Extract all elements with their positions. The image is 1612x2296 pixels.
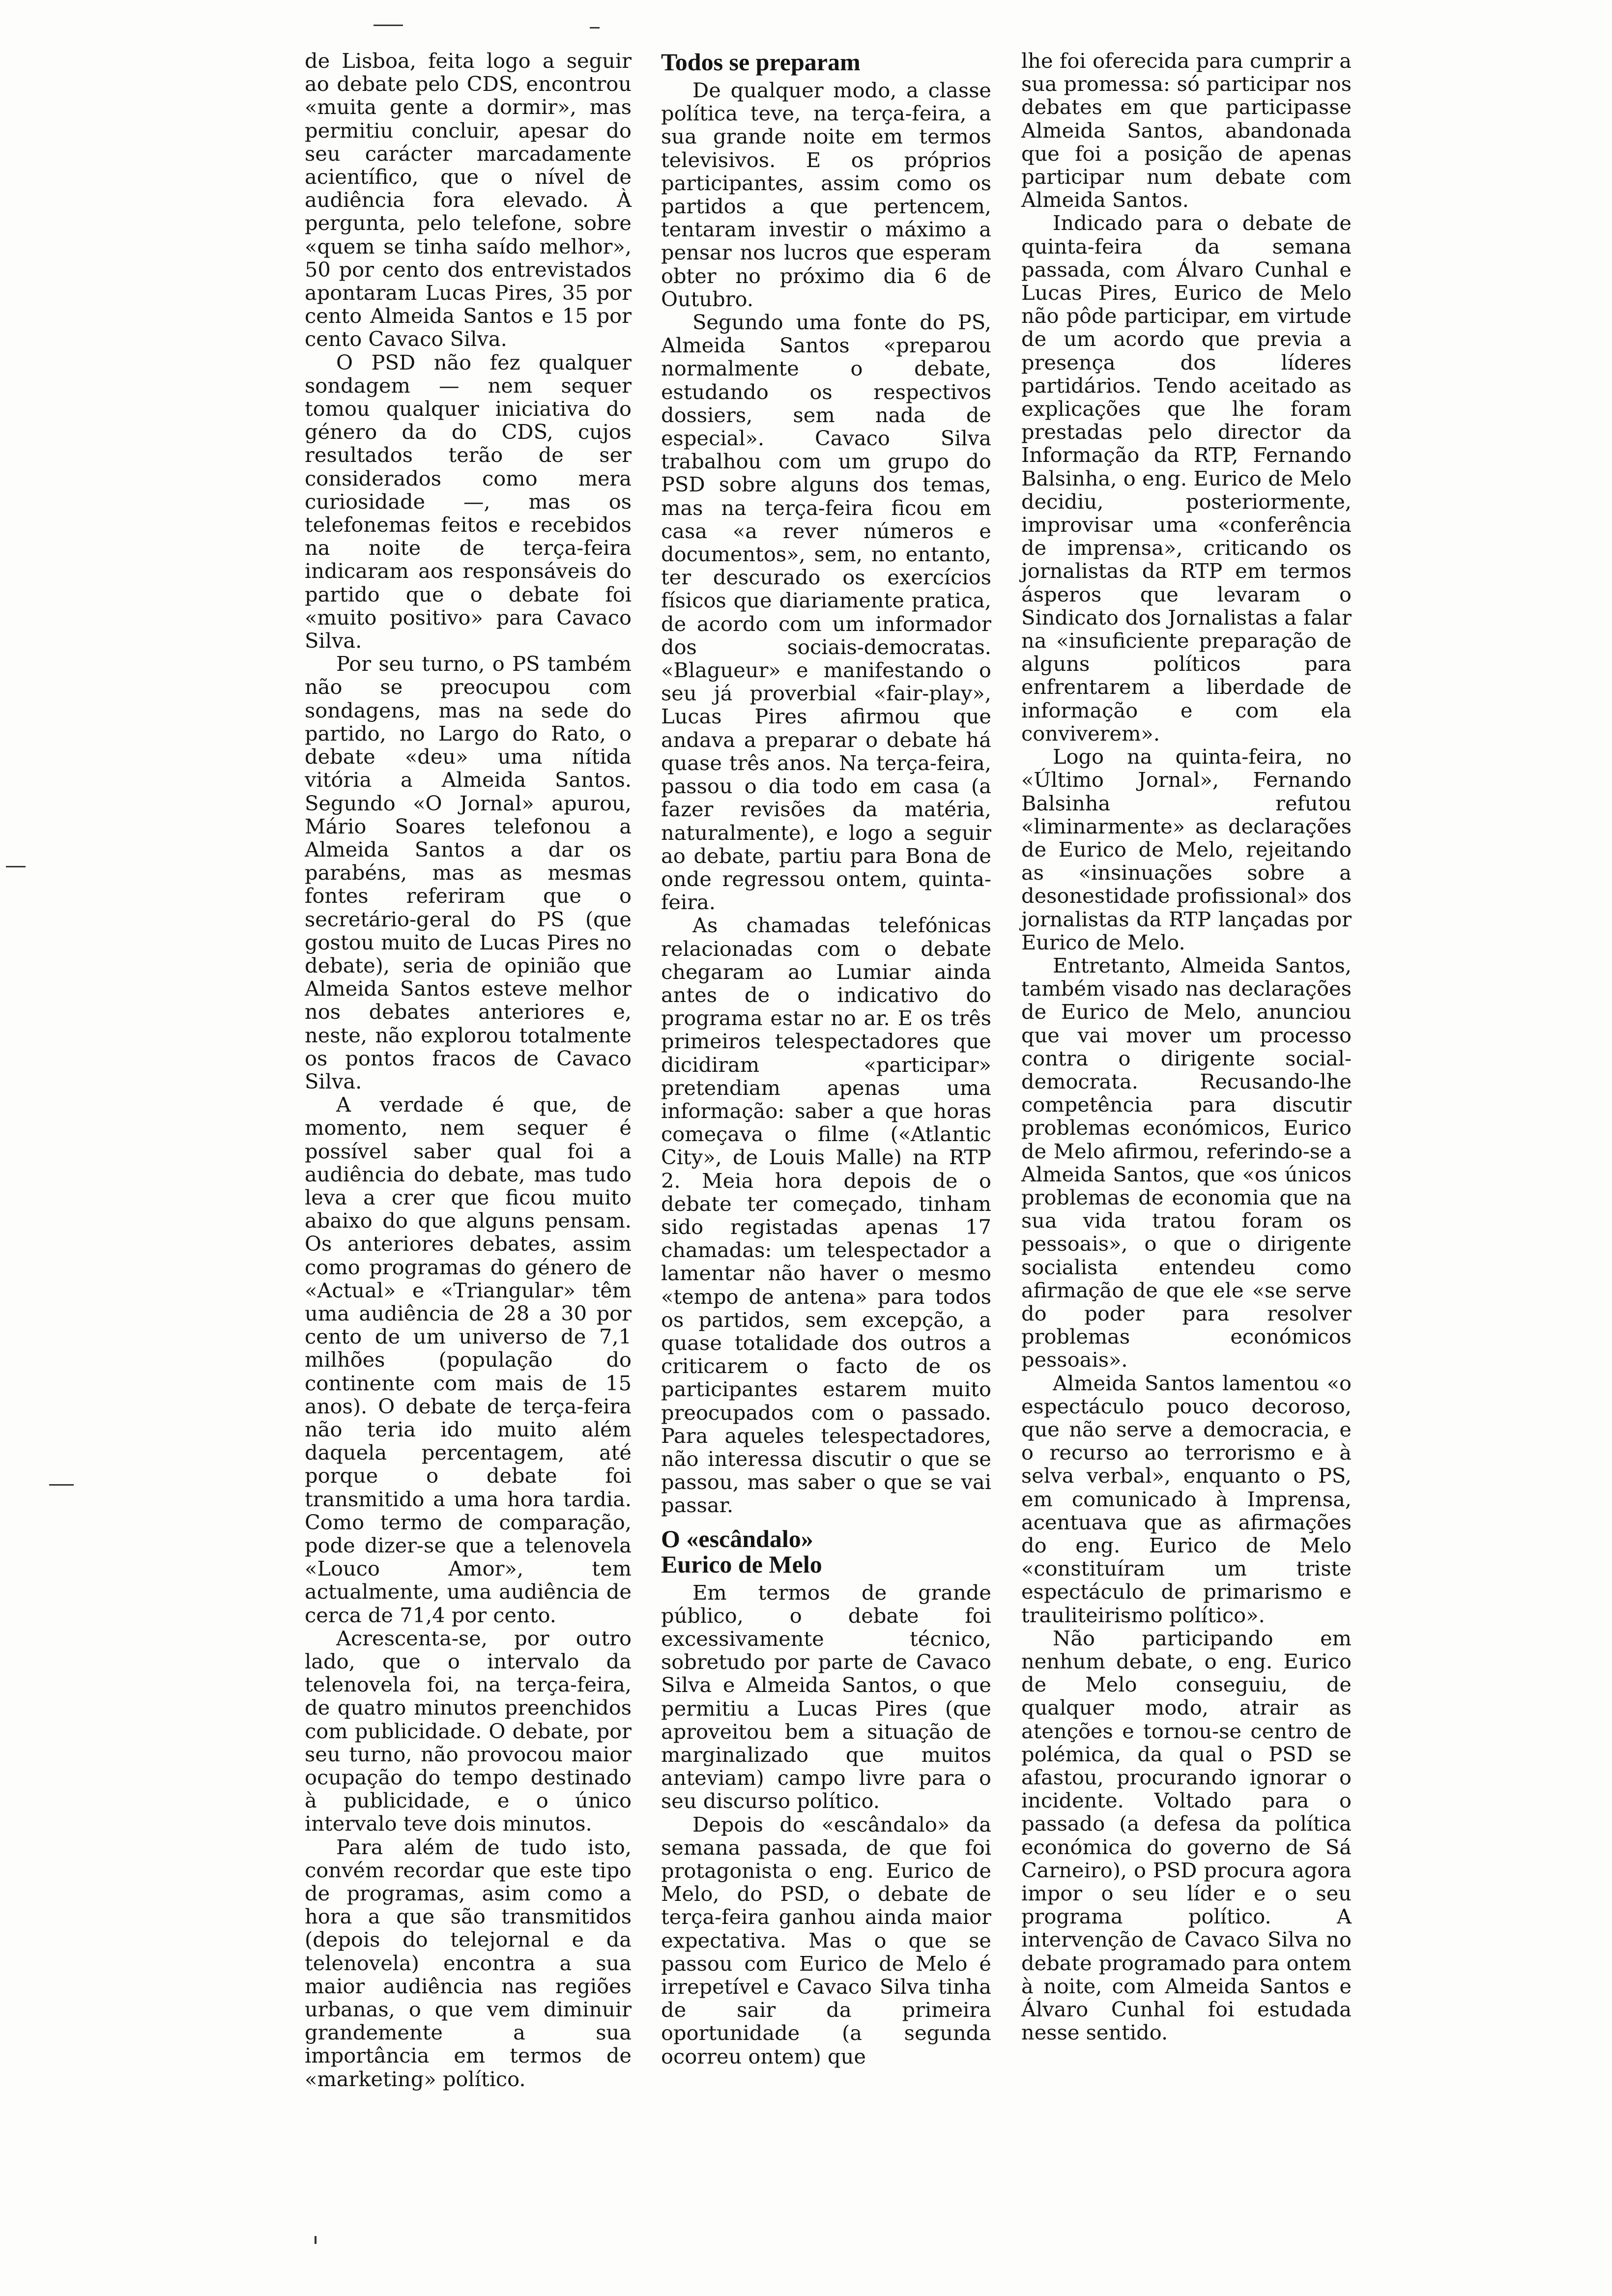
paragraph: Por seu turno, o PS também não se preocupou com sondagens, mas na sede do partido, no Largo do Rato, o debate «deu» uma nítida vitória a Almeida Santos. Segundo «O Jornal» apurou, Mário Soares telefonou a Almeida Santos a dar os parabéns, mas as mesmas fontes referiram que o secretário-geral do PS (que gostou muito de Lucas Pires no debate), seria de opinião que Almeida Santos esteve melhor nos debates anteriores e, neste, não explorou totalmente os pontos fracos de Cavaco Silva. [305,652,632,1093]
paragraph: de Lisboa, feita logo a seguir ao debate pelo CDS, encontrou «muita gente a dormir», mas permitiu concluir, apesar do seu carácter marcadamente acientífico, que o nível de audiência fora elevado. À pergunta, pelo telefone, sobre «quem se tinha saído melhor», 50 por cento dos entrevistados apontaram Lucas Pires, 35 por cento Almeida Santos e 15 por cento Cavaco Silva. [305,49,632,351]
paragraph: Entretanto, Almeida Santos, também visado nas declarações de Eurico de Melo, anunciou que vai mover um processo contra o dirigente social-democrata. Recusando-lhe competência para discutir problemas económicos, Eurico de Melo afirmou, referindo-se a Almeida Santos, que «os únicos problemas de economia que na sua vida tratou foram os pessoais», o que o dirigente socialista entendeu como afirmação de que ele «se serve do poder para resolver problemas económicos pessoais». [1021,953,1352,1372]
column-3 [1021,49,1352,2044]
scan-mark-left [6,866,26,867]
paragraph: Depois do «escândalo» da semana passada, de que foi protagonista o eng. Eurico de Melo, do PSD, o debate de terça-feira ganhou ainda maior expectativa. Mas o que se passou com Eurico de Melo é irrepetível e Cavaco Silva tinha de sair da primeira oportunidade (a segunda ocorreu ontem) que [661,1812,991,2068]
paragraph: As chamadas telefónicas relacionadas com o debate chegaram ao Lumiar ainda antes de o indicativo do programa estar no ar. E os três primeiros telespectadores que dicidiram «participar» pretendiam apenas uma informação: saber a que horas começava o filme («Atlantic City», de Louis Malle) na RTP 2. Meia hora depois de o debate ter começado, tinham sido registadas apenas 17 chamadas: um telespectador a lamentar não haver o mesmo «tempo de antena» para todos os partidos, sem excepção, a quase totalidade dos outros a criticarem o facto de os participantes estarem muito preocupados com o passado. Para aqueles telespectadores, não interessa discutir o que se passou, mas saber o que se vai passar. [661,913,991,1518]
scan-mark-left-2 [49,1484,74,1486]
paragraph: Para além de tudo isto, convém recordar que este tipo de programas, asim como a hora a que são transmitidos (depois do telejornal e da telenovela) encontra a sua maior audiência nas regiões urbanas, o que vem diminuir grandemente a sua importância em termos de «marketing» político. [305,1835,632,2091]
scan-mark-bottom [315,2236,317,2244]
scan-mark-top [374,25,403,26]
column-2 [661,49,991,2068]
column-1 [305,49,632,2091]
paragraph: Segundo uma fonte do PS, Almeida Santos «preparou normalmente o debate, estudando os respectivos dossiers, sem nada de especial». Cavaco Silva trabalhou com um grupo do PSD sobre alguns dos temas, mas na terça-feira ficou em casa «a rever números e documentos», sem, no entanto, ter descurado os exercícios físicos que diariamente pratica, de acordo com um informador dos sociais-democratas. «Blagueur» e manifestando o seu já proverbial «fair-play», Lucas Pires afirmou que andava a preparar o debate há quase três anos. Na terça-feira, passou o dia todo em casa (a fazer revisões da matéria, naturalmente), e logo a seguir ao debate, partiu para Bona de onde regressou ontem, quinta-feira. [661,310,991,915]
section-heading: O «escândalo» [661,1524,813,1552]
scan-mark-top-right [590,27,600,29]
section-heading: Todos se preparam [661,48,861,76]
paragraph: Indicado para o debate de quinta-feira da semana passada, com Álvaro Cunhal e Lucas Pires, Eurico de Melo não pôde participar, em virtude de um acordo que previa a presença dos líderes partidários. Tendo aceitado as explicações que lhe foram prestadas pelo director da Informação da RTP, Fernando Balsinha, o eng. Eurico de Melo decidiu, posteriormente, improvisar uma «conferência de imprensa», criticando os jornalistas da RTP em termos ásperos que levaram o Sindicato dos Jornalistas a falar na «insuficiente preparação de alguns políticos para enfrentarem a liberdade de informação e com ela conviverem». [1021,211,1352,746]
paragraph: De qualquer modo, a classe política teve, na terça-feira, a sua grande noite em termos televisivos. E os próprios participantes, assim como os partidos a que pertencem, tentaram investir o máximo a pensar nos lucros que esperam obter no próximo dia 6 de Outubro. [661,78,991,311]
paragraph: lhe foi oferecida para cumprir a sua promessa: só participar nos debates em que participasse Almeida Santos, abandonada que foi a posição de apenas participar num debate com Almeida Santos. [1021,49,1352,212]
paragraph: Logo na quinta-feira, no «Último Jornal», Fernando Balsinha refutou «liminarmente» as declarações de Eurico de Melo, rejeitando as «insinuações sobre a desonestidade profissional» dos jornalistas da RTP lançadas por Eurico de Melo. [1021,745,1352,954]
paragraph: Não participando em nenhum debate, o eng. Eurico de Melo conseguiu, de qualquer modo, atrair as atenções e tornou-se centro de polémica, da qual o PSD se afastou, procurando ignorar o incidente. Voltado para o passado (a defesa da política económica do governo de Sá Carneiro), o PSD procura agora impor o seu líder e o seu programa político. A intervenção de Cavaco Silva no debate programado para ontem à noite, com Almeida Santos e Álvaro Cunhal foi estudada nesse sentido. [1021,1626,1352,2045]
section-heading: Eurico de Melo [661,1550,822,1578]
paragraph: Em termos de grande público, o debate foi excessivamente técnico, sobretudo por parte de Cavaco Silva e Almeida Santos, o que permitiu a Lucas Pires (que aproveitou bem a situação de marginalizado que muitos anteviam) campo livre para o seu discurso político. [661,1580,991,1813]
paragraph: A verdade é que, de momento, nem sequer é possível saber qual foi a audiência do debate, mas tudo leva a crer que ficou muito abaixo do que alguns pensam. Os anteriores debates, assim como programas do género de «Actual» e «Triangular» têm uma audiência de 28 a 30 por cento de um universo de 7,1 milhões (população do continente com mais de 15 anos). O debate de terça-feira não teria ido muito além daquela percentagem, até porque o debate foi transmitido a uma hora tardia. Como termo de comparação, pode dizer-se que a telenovela «Louco Amor», tem actualmente, uma audiência de cerca de 71,4 por cento. [305,1092,632,1627]
paragraph: O PSD não fez qualquer sondagem — nem sequer tomou qualquer iniciativa do género da do CDS, cujos resultados terão de ser considerados como mera curiosidade —, mas os telefonemas feitos e recebidos na noite de terça-feira indicaram aos responsáveis do partido que o debate foi «muito positivo» para Cavaco Silva. [305,350,632,653]
paragraph: Almeida Santos lamentou «o espectáculo pouco decoroso, que não serve a democracia, e o recurso ao terrorismo e à selva verbal», enquanto o PS, em comunicado à Imprensa, acentuava que as afirmações do eng. Eurico de Melo «constituíram um triste espectáculo de primarismo e trauliteirismo político». [1021,1371,1352,1627]
paragraph: Acrescenta-se, por outro lado, que o intervalo da telenovela foi, na terça-feira, de quatro minutos preenchidos com publicidade. O debate, por seu turno, não provocou maior ocupação do tempo destinado à publicidade, e o único intervalo teve dois minutos. [305,1626,632,1836]
